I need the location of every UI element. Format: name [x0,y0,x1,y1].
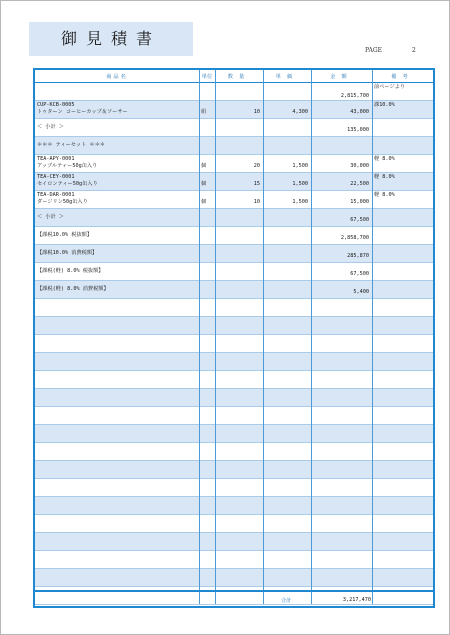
column-divider [311,70,312,604]
total-row [35,590,433,608]
item-note: 軽 8.0% [374,156,395,162]
item-qty: 20 [253,163,260,169]
item-note: 課10.0% [374,102,395,108]
table-row [35,82,433,100]
table-row [35,154,433,172]
table-row [35,316,433,334]
item-code: TEA-APY-0001 [37,156,75,162]
row-divider [35,424,433,425]
table-row [35,550,433,568]
col-header-amount: 金額 [330,74,353,80]
row-divider [35,370,433,371]
table-row [35,388,433,406]
page-number: 2 [412,47,416,54]
item-name: ダージリン50g缶入り [37,199,88,205]
item-unit: 個 [201,199,207,205]
table-row [35,226,433,244]
item-amount: 2,858,700 [340,235,369,241]
row-divider [35,334,433,335]
item-amount: 67,500 [350,271,369,277]
item-amount: 2,815,700 [340,93,369,99]
table-row [35,532,433,550]
row-divider [35,82,433,83]
table-row [35,568,433,586]
item-code: CUP-KCB-0005 [37,102,75,108]
item-name: セイロンティー50g缶入り [37,181,98,187]
row-divider [35,406,433,407]
row-divider [35,136,433,137]
row-divider [35,352,433,353]
table-row [35,370,433,388]
row-divider [35,100,433,101]
total-value: 3,217,470 [342,597,371,603]
row-divider [35,586,433,587]
item-name: 【課税10.0% 税抜額】 [37,232,93,238]
row-divider [35,316,433,317]
row-divider [35,442,433,443]
item-code: TEA-CEY-0001 [37,174,75,180]
item-amount: 43,000 [350,109,369,115]
item-name: 【課税10.0% 消費税額】 [37,250,98,256]
title-box [29,22,193,56]
item-price: 1,500 [292,199,308,205]
row-divider [35,496,433,497]
item-name: ＜ 小計 ＞ [37,124,64,130]
row-divider [35,244,433,245]
item-amount: 22,500 [350,181,369,187]
row-divider [35,280,433,281]
row-divider [35,298,433,299]
item-amount: 5,400 [353,289,369,295]
item-name: 【課税(軽) 8.0% 消費税額】 [37,286,109,292]
total-label: 合計 [281,598,292,604]
table-row [35,442,433,460]
table-row [35,100,433,118]
row-divider [35,154,433,155]
item-price: 1,500 [292,163,308,169]
item-price: 1,500 [292,181,308,187]
column-divider [263,70,264,604]
item-code: TEA-DAR-0001 [37,192,75,198]
col-header-name: 商品名 [106,74,128,80]
table-row [35,406,433,424]
item-unit: 個 [201,163,207,169]
item-name: ＜ 小計 ＞ [37,214,64,220]
item-name: アップルティー50g缶入り [37,163,98,169]
table-header [35,70,433,82]
table-row [35,496,433,514]
column-divider [199,70,200,604]
item-price: 4,300 [292,109,308,115]
item-unit: 組 [201,109,207,115]
col-header-note: 備考 [391,74,414,80]
row-divider [35,478,433,479]
row-divider [35,172,433,173]
row-divider [35,514,433,515]
row-divider [35,388,433,389]
table-row [35,298,433,316]
table-row [35,460,433,478]
item-unit: 個 [201,181,207,187]
item-amount: 30,000 [350,163,369,169]
item-amount: 15,000 [350,199,369,205]
row-divider [35,460,433,461]
row-divider [35,568,433,569]
table-row [35,244,433,262]
page-label: PAGE [365,47,382,54]
document-title: 御見積書 [60,29,161,48]
item-note: 前ページより [374,84,406,90]
row-divider [35,262,433,263]
row-divider [35,208,433,209]
item-qty: 15 [253,181,260,187]
item-note: 軽 8.0% [374,174,395,180]
item-qty: 10 [253,109,260,115]
item-name: 【課税(軽) 8.0% 税抜額】 [37,268,104,274]
table-row [35,262,433,280]
row-divider [35,532,433,533]
table-row [35,118,433,136]
table-row [35,172,433,190]
table-row [35,136,433,154]
item-amount: 67,500 [350,217,369,223]
col-header-qty: 数量 [227,74,251,80]
table-row [35,190,433,208]
item-name: ＊＊＊ ティーセット ＊＊＊ [37,142,105,148]
column-divider [215,70,216,604]
row-divider [35,190,433,191]
table-row [35,280,433,298]
col-header-unit: 単位 [201,74,213,80]
item-amount: 135,000 [347,127,369,133]
row-divider [35,550,433,551]
table-row [35,478,433,496]
item-amount: 285,870 [347,253,369,259]
table-row [35,424,433,442]
row-divider [35,118,433,119]
item-qty: 10 [253,199,260,205]
row-divider [35,226,433,227]
table-row [35,514,433,532]
table-row [35,208,433,226]
col-header-price: 単価 [275,74,299,80]
item-name: トゥターン コーヒーカップ＆ソーサー [37,109,128,115]
items-table [33,68,435,608]
table-row [35,352,433,370]
column-divider [372,70,373,604]
item-note: 軽 8.0% [374,192,395,198]
table-row [35,334,433,352]
